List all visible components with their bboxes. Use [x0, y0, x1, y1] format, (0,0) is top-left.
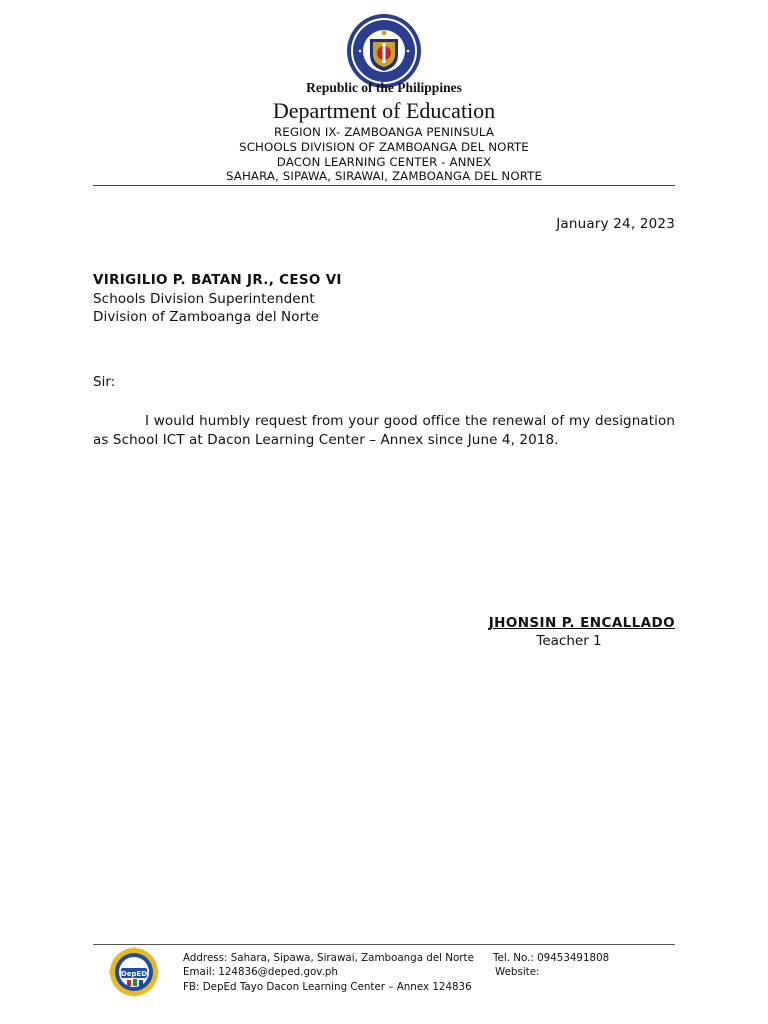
- deped-seal-icon: [346, 13, 422, 89]
- recipient-office: Division of Zamboanga del Norte: [93, 309, 320, 325]
- footer-website: Website:: [495, 966, 540, 978]
- republic-heading: Republic of the Philippines: [306, 80, 462, 95]
- salutation: Sir:: [93, 374, 116, 390]
- division-line: SCHOOLS DIVISION OF ZAMBOANGA DEL NORTE: [239, 140, 529, 154]
- letter-body: I would humbly request from your good office the renewal of my designation as School ICT at Dacon Learning Center – Annex since June 4, 2018.: [93, 413, 675, 448]
- letter-date: January 24, 2023: [556, 216, 675, 232]
- footer-telephone: Tel. No.: 09453491808: [493, 952, 610, 964]
- signatory-name: JHONSIN P. ENCALLADO: [488, 615, 675, 631]
- signatory-position: Teacher 1: [536, 633, 602, 649]
- region-line: REGION IX- ZAMBOANGA PENINSULA: [274, 125, 494, 139]
- school-line: DACON LEARNING CENTER - ANNEX: [276, 155, 492, 169]
- footer-address: Address: Sahara, Sipawa, Sirawai, Zamboanga del Norte: [183, 952, 474, 964]
- school-address-line: SAHARA, SIPAWA, SIRAWAI, ZAMBOANGA DEL NORTE: [225, 169, 543, 183]
- recipient-name: VIRIGILIO P. BATAN JR., CESO VI: [93, 272, 342, 288]
- logo-text: DepED: [120, 970, 148, 978]
- department-heading: Department of Education: [272, 98, 496, 123]
- recipient-title: Schools Division Superintendent: [93, 291, 315, 307]
- header-divider: [93, 185, 675, 186]
- footer-email[interactable]: Email: 124836@deped.gov.ph: [183, 966, 338, 978]
- footer-facebook[interactable]: FB: DepEd Tayo Dacon Learning Center – Annex 124836: [183, 981, 472, 993]
- deped-school-logo-icon: [108, 946, 160, 998]
- footer-divider: [93, 944, 675, 945]
